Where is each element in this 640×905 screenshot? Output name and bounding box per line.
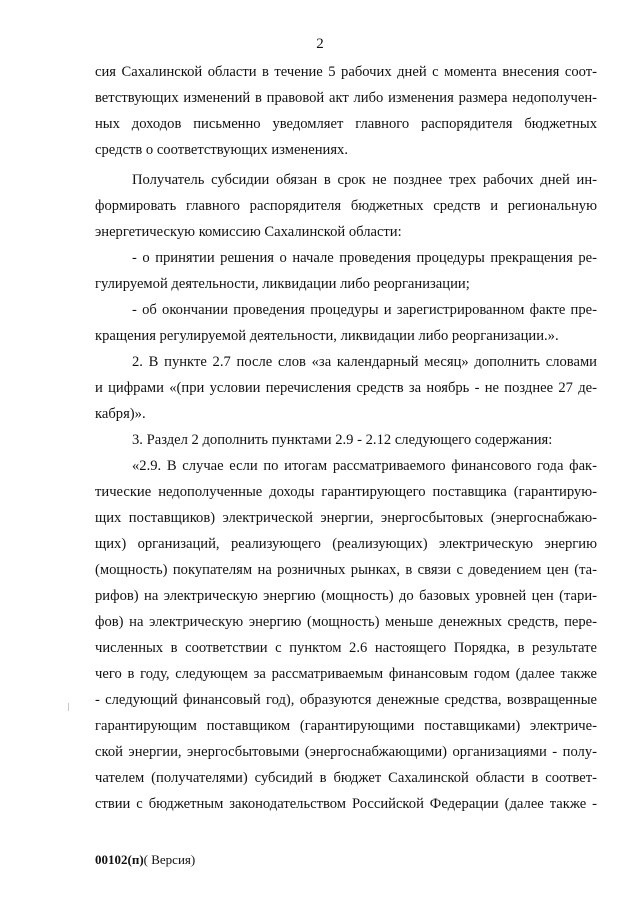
text-line: рифов) на электрическую энергию (мощность) до базовых уровней цен (тари- xyxy=(95,588,597,604)
text-line: кабря)». xyxy=(95,406,146,422)
list-item-first-line: - о принятии решения о начале проведения процедуры прекращения ре- xyxy=(132,250,597,266)
text-line: тические недополученные доходы гарантирующего поставщика (гарантирую- xyxy=(95,484,597,500)
text-line: ветствующих изменений в правовой акт либо изменения размера недополучен- xyxy=(95,90,597,106)
paragraph-first-line: 3. Раздел 2 дополнить пунктами 2.9 - 2.12 следующего содержания: xyxy=(132,432,553,448)
text-line: средств о соответствующих изменениях. xyxy=(95,142,349,158)
document-body xyxy=(95,59,597,817)
text-line: фов) на электрическую энергию (мощность) меньше денежных средств, пере- xyxy=(95,614,597,630)
text-line: численных в соответствии с пунктом 2.6 настоящего Порядка, в результате xyxy=(95,640,597,656)
footer-document-code xyxy=(95,852,195,868)
list-item-first-line: - об окончании проведения процедуры и зарегистрированном факте пре- xyxy=(132,302,597,318)
text-line: (мощность) покупателям на розничных рынках, в связи с доведением цен (та- xyxy=(95,562,597,578)
text-line: чего в году, следующем за рассматриваемым финансовым годом (далее также xyxy=(95,666,597,682)
paragraph-first-line: 2. В пункте 2.7 после слов «за календарный месяц» дополнить словами xyxy=(132,354,597,370)
text-line: ных доходов письменно уведомляет главного распорядителя бюджетных xyxy=(95,116,597,132)
page-number: 2 xyxy=(316,36,324,52)
text-line: щих) организаций, реализующего (реализующих) электрическую энергию xyxy=(95,536,597,552)
text-line: щих поставщиков) электрической энергии, энергосбытовых (энергоснабжаю- xyxy=(95,510,597,526)
text-line: сия Сахалинской области в течение 5 рабочих дней с момента внесения соот- xyxy=(95,64,597,80)
scan-artifact xyxy=(68,703,69,711)
text-line: энергетическую комиссию Сахалинской области: xyxy=(95,224,402,240)
text-line: кращения регулируемой деятельности, ликвидации либо реорганизации.». xyxy=(95,328,559,344)
footer-version: ( Версия) xyxy=(143,852,196,867)
text-line: формировать главного распорядителя бюджетных средств и региональную xyxy=(95,198,597,214)
text-line: ской энергии, энергосбытовыми (энергоснабжающими) организациями - полу- xyxy=(95,744,597,760)
paragraph-first-line: Получатель субсидии обязан в срок не позднее трех рабочих дней ин- xyxy=(132,172,597,188)
text-line: ствии с бюджетным законодательством Российской Федерации (далее также - xyxy=(95,796,597,812)
text-line: чателем (получателями) субсидий в бюджет Сахалинской области в соответ- xyxy=(95,770,597,786)
text-line: - следующий финансовый год), образуются денежные средства, возвращенные xyxy=(95,692,597,708)
text-line: гарантирующим поставщиком (гарантирующими поставщиками) электриче- xyxy=(95,718,597,734)
paragraph-first-line: «2.9. В случае если по итогам рассматриваемого финансового года фак- xyxy=(132,458,597,474)
text-line: гулируемой деятельности, ликвидации либо реорганизации; xyxy=(95,276,470,292)
footer-code: 00102(п) xyxy=(95,852,144,867)
text-line: и цифрами «(при условии перечисления средств за ноябрь - не позднее 27 де- xyxy=(95,380,597,396)
